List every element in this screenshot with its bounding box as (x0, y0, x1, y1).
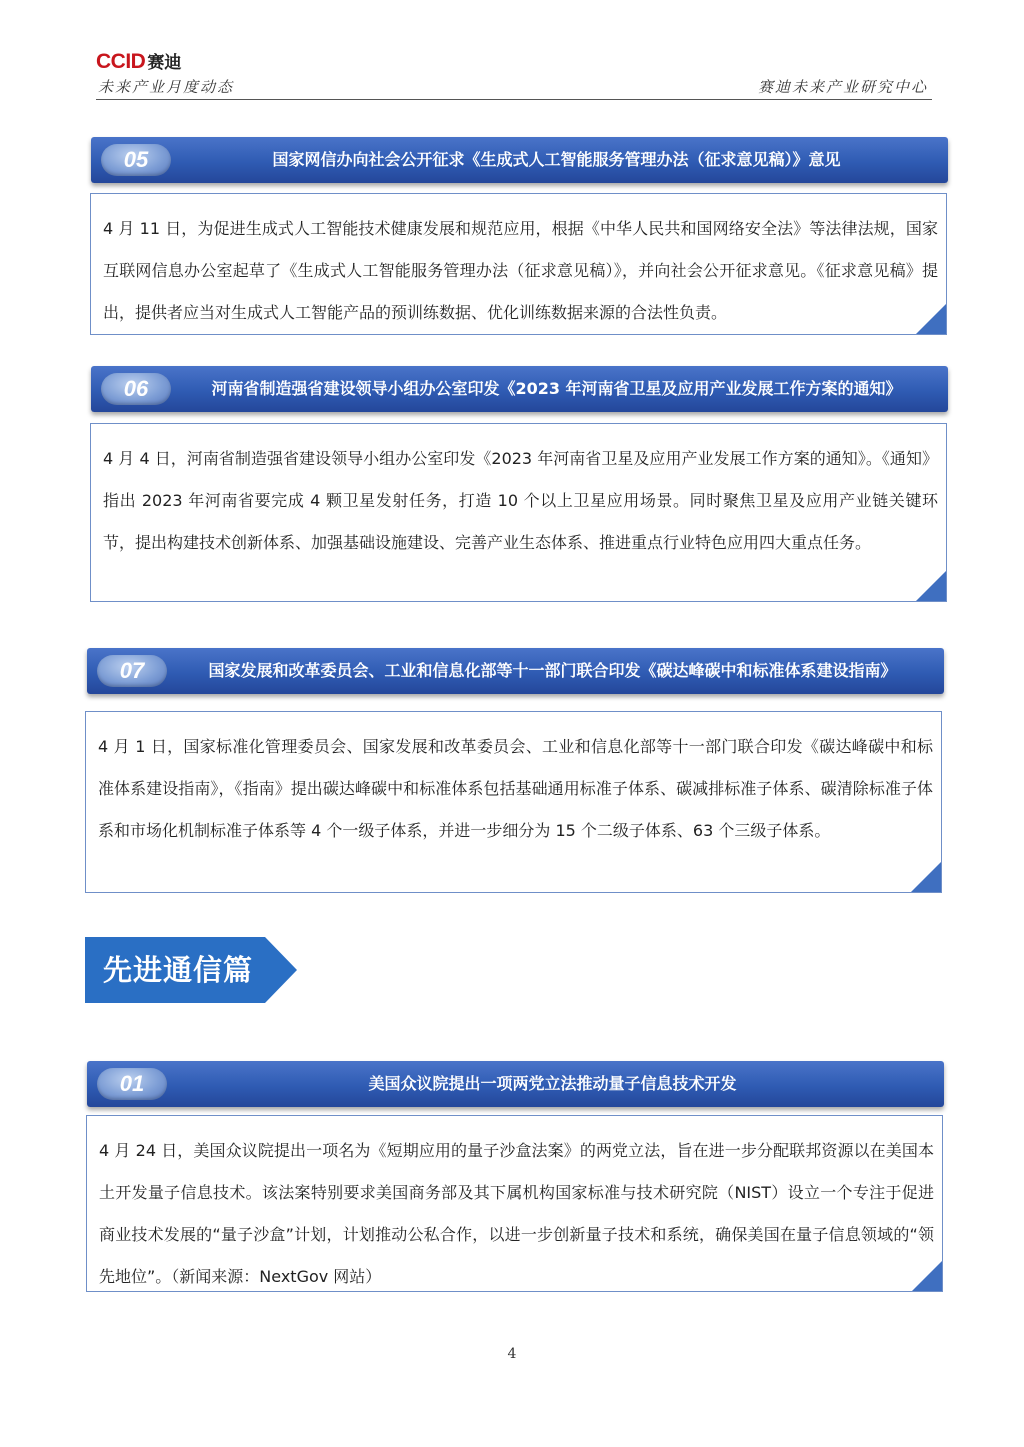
organization-name: 赛迪未来产业研究中心 (757, 78, 928, 96)
item-content-box (90, 423, 947, 602)
item-title-bar (87, 648, 944, 694)
section-heading-tag (85, 937, 297, 1003)
section-heading: 先进通信篇 (103, 953, 254, 987)
item-body-text: 4 月 11 日，为促进生成式人工智能技术健康发展和规范应用，根据《中华人民共和国网络安全法》等法律法规，国家互联网信息办公室起草了《生成式人工智能服务管理办法（征求意见稿）》，并向社会公开征求意见。《征求意见稿》提出，提供者应当对生成式人工智能产品的预训练数据、优化训练数据来源的合法性负责。 (103, 219, 938, 322)
header-divider (96, 99, 932, 100)
item-content-box (86, 1115, 943, 1292)
item-number-badge: 06 (101, 373, 171, 405)
corner-triangle-decoration (916, 304, 946, 334)
item-body-text: 4 月 24 日，美国众议院提出一项名为《短期应用的量子沙盒法案》的两党立法，旨在进一步分配联邦资源以在美国本土开发量子信息技术。该法案特别要求美国商务部及其下属机构国家标准与技术研究院（NIST）设立一个专注于促进商业技术发展的“量子沙盒”计划，计划推动公私合作，以进一步创新量子技术和系统，确保美国在量子信息领域的“领先地位”。（新闻来源：NextGov 网站） (99, 1141, 934, 1286)
item-title-bar (91, 366, 948, 412)
item-number-badge: 01 (97, 1068, 167, 1100)
item-number-badge: 05 (101, 144, 171, 176)
item-title: 美国众议院提出一项两党立法推动量子信息技术开发 (368, 1074, 737, 1093)
item-title: 国家发展和改革委员会、工业和信息化部等十一部门联合印发《碳达峰碳中和标准体系建设指南》 (208, 661, 897, 680)
item-content-box (90, 193, 947, 335)
logo-cn-text: 赛迪 (147, 53, 182, 73)
item-title: 河南省制造强省建设领导小组办公室印发《2023 年河南省卫星及应用产业发展工作方案的通知》 (211, 379, 902, 398)
corner-triangle-decoration (912, 1261, 942, 1291)
item-number-badge: 07 (97, 655, 167, 687)
logo-en-text: CCID (96, 50, 146, 73)
item-title-bar (87, 1061, 944, 1107)
item-body-text: 4 月 1 日，国家标准化管理委员会、国家发展和改革委员会、工业和信息化部等十一部门联合印发《碳达峰碳中和标准体系建设指南》，《指南》提出碳达峰碳中和标准体系包括基础通用标准子体系、碳减排标准子体系、碳清除标准子体系和市场化机制标准子体系等 4 个一级子体系，并进一步细分为 15 个二级子体系、63 个三级子体系。 (98, 737, 933, 840)
page-number: 4 (507, 1346, 517, 1362)
corner-triangle-decoration (916, 571, 946, 601)
ccid-logo (96, 48, 181, 72)
item-content-box (85, 711, 942, 893)
corner-triangle-decoration (911, 862, 941, 892)
item-body-text: 4 月 4 日，河南省制造强省建设领导小组办公室印发《2023 年河南省卫星及应用产业发展工作方案的通知》。《通知》指出 2023 年河南省要完成 4 颗卫星发射任务，打造 10 个以上卫星应用场景。同时聚焦卫星及应用产业链关键环节，提出构建技术创新体系、加强基础设施建设、完善产业生态体系、推进重点行业特色应用四大重点任务。 (103, 449, 938, 552)
item-title-bar (91, 137, 948, 183)
page-header (96, 48, 932, 100)
item-title: 国家网信办向社会公开征求《生成式人工智能服务管理办法（征求意见稿）》意见 (272, 150, 841, 169)
publication-title: 未来产业月度动态 (98, 78, 235, 96)
